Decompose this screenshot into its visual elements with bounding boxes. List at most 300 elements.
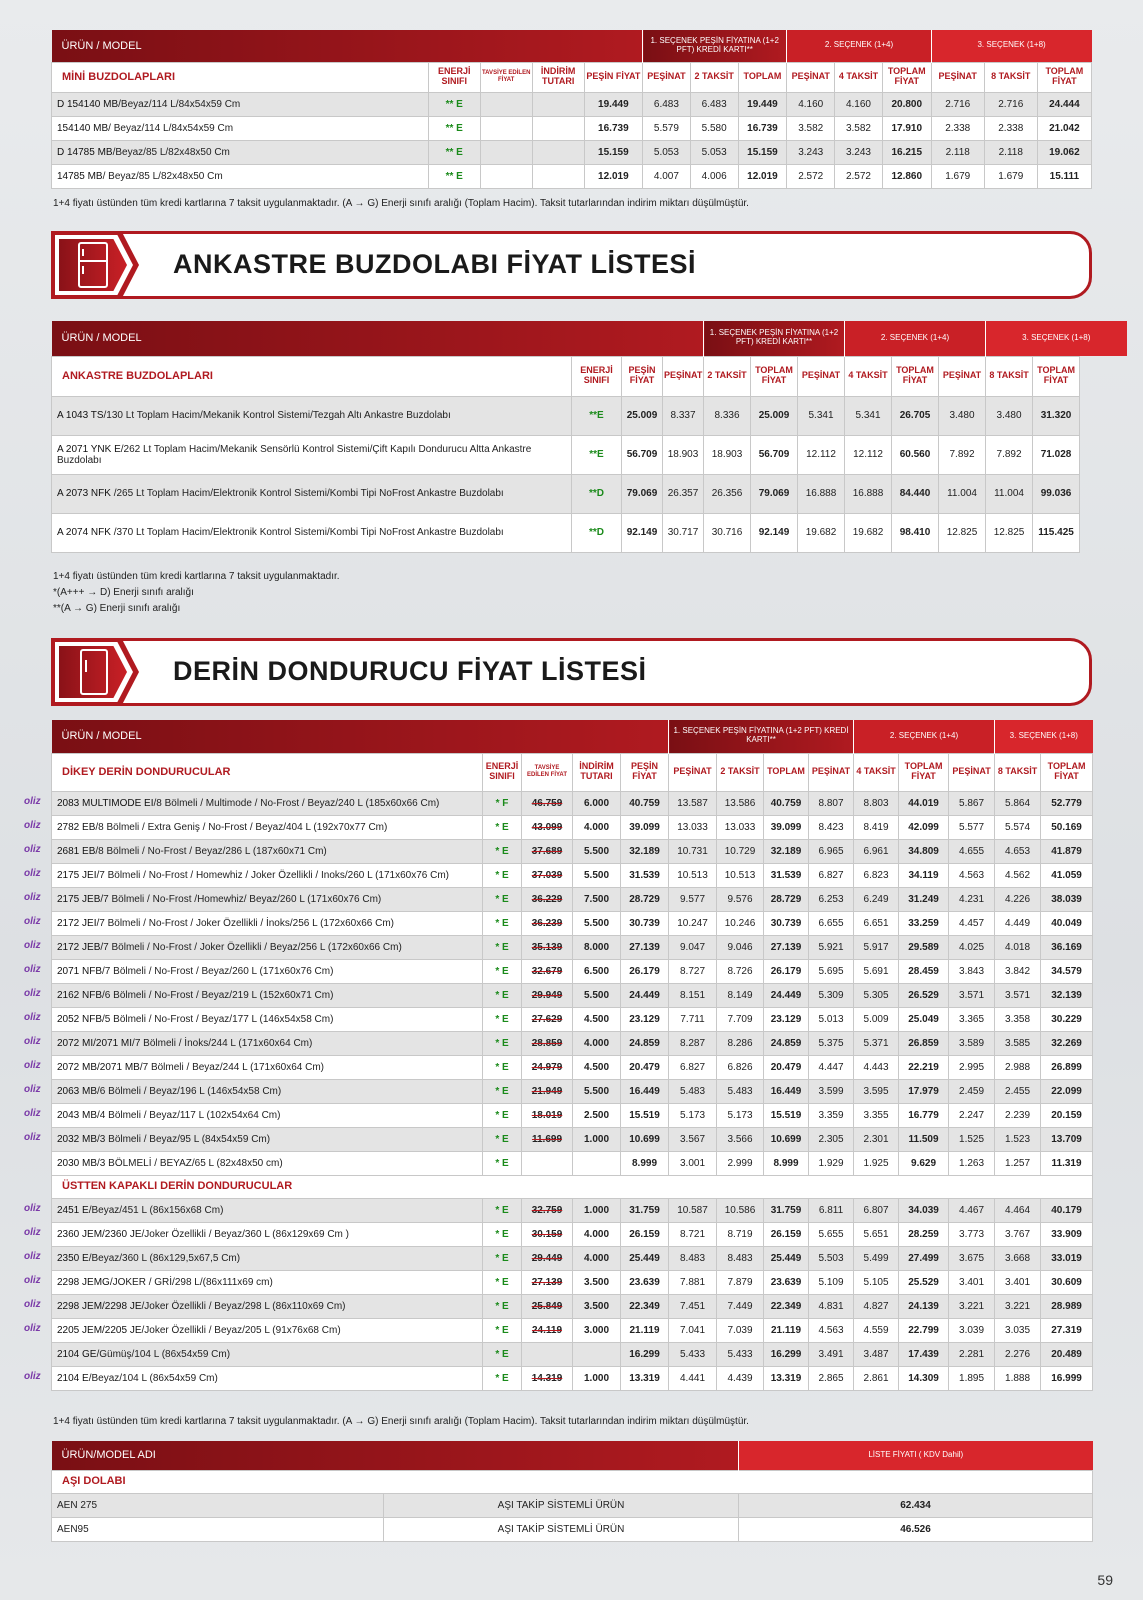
- option1-total: 25.009: [751, 396, 798, 435]
- pesinat-header: PEŞİNAT: [643, 62, 691, 92]
- option2-installment: 1.925: [854, 1151, 899, 1175]
- cash-price: 28.729: [621, 887, 669, 911]
- cash-price: 15.159: [584, 140, 642, 164]
- option1-downpayment: 7.711: [669, 1007, 717, 1031]
- oliz-logo: oliz: [24, 1084, 41, 1095]
- option1-total: 23.639: [764, 1270, 809, 1294]
- model-desc: /Gümüş/104 L (86x54x59 Cm): [96, 1348, 231, 1360]
- mini-note: 1+4 fiyatı üstünden tüm kredi kartlarına 7 taksit uygulanmaktadır. (A → G) Enerji sınıfı aralığı (Toplam Hacim). Taksit tutarlarından indirim miktarı düşülmüştür.: [53, 198, 749, 209]
- option2-total: 20.800: [882, 92, 931, 116]
- taksit8-header: 8 TAKSİT: [995, 753, 1041, 791]
- derin-table-section: [51, 720, 1092, 1391]
- option1-downpayment: 13.033: [669, 815, 717, 839]
- cash-price: 22.349: [621, 1294, 669, 1318]
- oliz-logo: oliz: [24, 1323, 41, 1334]
- asi-price: 62.434: [739, 1493, 1093, 1517]
- option1-installment: 8.336: [704, 396, 751, 435]
- product-cell: [52, 863, 483, 887]
- option3-downpayment: 5.577: [949, 815, 995, 839]
- discount-amount: 1.000: [573, 1198, 621, 1222]
- option2-installment: 5.917: [854, 935, 899, 959]
- option3-installment: 2.276: [995, 1342, 1041, 1366]
- discount-amount: 8.000: [573, 935, 621, 959]
- option1-installment: 5.580: [690, 116, 738, 140]
- option3-downpayment: 4.467: [949, 1198, 995, 1222]
- option3-installment: 3.401: [995, 1270, 1041, 1294]
- option3-total: 28.989: [1041, 1294, 1093, 1318]
- cash-price: 31.539: [621, 863, 669, 887]
- option2-total: 98.410: [892, 513, 939, 552]
- option2-installment: 5.691: [854, 959, 899, 983]
- option1-header: 1. SEÇENEK PEŞİN FİYATINA (1+2 PFT) KREDİ KARTI**: [669, 720, 854, 753]
- option1-installment: 2.999: [717, 1151, 764, 1175]
- derin-title-band: [51, 638, 1092, 706]
- option1-total: 10.699: [764, 1127, 809, 1151]
- model-desc: /8 Bölmeli / Multimode / No-Frost / Beyaz/240 L (185x60x66 Cm): [153, 797, 440, 809]
- oliz-logo: oliz: [24, 988, 41, 999]
- option2-installment: 8.419: [854, 815, 899, 839]
- product-cell: [52, 791, 483, 815]
- option2-total: 22.219: [899, 1055, 949, 1079]
- option1-installment: 10.513: [717, 863, 764, 887]
- option1-downpayment: 8.337: [663, 396, 704, 435]
- option1-total: 32.189: [764, 839, 809, 863]
- asi-table-section: [51, 1441, 1092, 1542]
- model-desc: /130 Lt Toplam Hacim/Mekanik Kontrol Sistemi/Tezgah Altı Ankastre Buzdolabı: [103, 410, 451, 421]
- energy-class: * E: [483, 1198, 522, 1222]
- discount-amount: 4.000: [573, 1031, 621, 1055]
- taksit4-header: 4 TAKSİT: [845, 356, 892, 396]
- option3-downpayment: 11.004: [939, 474, 986, 513]
- option3-installment: 4.449: [995, 911, 1041, 935]
- option1-downpayment: 8.483: [669, 1246, 717, 1270]
- model-code: A 2071 YNK E: [57, 443, 121, 455]
- model-code: A 2074 NFK: [57, 527, 111, 538]
- option1-installment: 13.586: [717, 791, 764, 815]
- option1-installment: 8.149: [717, 983, 764, 1007]
- option3-installment: 4.562: [995, 863, 1041, 887]
- option1-downpayment: 10.731: [669, 839, 717, 863]
- mini-table-section: [51, 30, 1092, 189]
- option3-total: 41.879: [1041, 839, 1093, 863]
- option1-total: 56.709: [751, 435, 798, 474]
- model-desc: /262 Lt Toplam Hacim/Mekanik Sensörlü Kontrol Sistemi/Çift Kapılı Dondurucu Altta Ankastre Buzdolabı: [57, 443, 532, 466]
- pesinat-header: PEŞİNAT: [809, 753, 854, 791]
- option2-downpayment: 5.341: [798, 396, 845, 435]
- option3-installment: 4.653: [995, 839, 1041, 863]
- option2-installment: 5.499: [854, 1246, 899, 1270]
- asi-model: AEN95: [52, 1517, 384, 1541]
- model-code: 2043 MB: [57, 1109, 98, 1121]
- option1-downpayment: 10.587: [669, 1198, 717, 1222]
- table-row: [52, 1055, 1093, 1079]
- model-code: 2350 E: [57, 1252, 89, 1264]
- model-desc: /8 Bölmeli / No-Frost / Beyaz/286 L (187x60x71 Cm): [95, 845, 327, 857]
- ankastre-price-table: [51, 321, 1127, 553]
- option3-installment: 3.842: [995, 959, 1041, 983]
- option1-installment: 5.173: [717, 1103, 764, 1127]
- option1-downpayment: 5.433: [669, 1342, 717, 1366]
- table-row: [52, 1246, 1093, 1270]
- option3-total: 31.320: [1033, 396, 1080, 435]
- option1-downpayment: 3.567: [669, 1127, 717, 1151]
- model-code: A 1043 TS: [57, 410, 104, 421]
- taksit8-header: 8 TAKSİT: [984, 62, 1037, 92]
- option3-total: 22.099: [1041, 1079, 1093, 1103]
- cash-price: 8.999: [621, 1151, 669, 1175]
- model-desc: /Beyaz/114 L/84x54x59 Cm: [118, 98, 241, 110]
- recommended-price: 32.759: [522, 1198, 573, 1222]
- option1-downpayment: 5.579: [643, 116, 691, 140]
- option2-installment: 5.105: [854, 1270, 899, 1294]
- option2-total: 84.440: [892, 474, 939, 513]
- asi-price-table: [51, 1441, 1093, 1542]
- model-desc: /7 Bölmeli / İnoks/244 L (171x60x64 Cm): [132, 1037, 313, 1049]
- option2-downpayment: 5.503: [809, 1246, 854, 1270]
- model-desc: /4 Bölmeli / Beyaz/117 L (102x54x64 Cm): [97, 1109, 281, 1121]
- model-code: 2072 MI/2071 MI: [57, 1037, 133, 1049]
- product-cell: [52, 92, 429, 116]
- option3-installment: 2.118: [984, 140, 1037, 164]
- recommended-price: 28.859: [522, 1031, 573, 1055]
- energy-class: * E: [483, 1007, 522, 1031]
- discount-amount: 4.000: [573, 1246, 621, 1270]
- option2-downpayment: 6.965: [809, 839, 854, 863]
- table-row: [52, 863, 1093, 887]
- option1-total: 16.739: [738, 116, 787, 140]
- option2-total: 9.629: [899, 1151, 949, 1175]
- indirim-header: İNDİRİM TUTARI: [573, 753, 621, 791]
- model-desc: /5 Bölmeli / No-Frost / Beyaz/177 L (146x54x58 Cm): [102, 1013, 334, 1025]
- cash-price: 10.699: [621, 1127, 669, 1151]
- option3-total: 15.111: [1037, 164, 1091, 188]
- option1-downpayment: 9.047: [669, 935, 717, 959]
- model-code: 2104 E: [57, 1372, 89, 1384]
- product-cell: [52, 140, 429, 164]
- option2-downpayment: 12.112: [798, 435, 845, 474]
- discount-amount: 3.000: [573, 1318, 621, 1342]
- model-code: 2063 MB: [57, 1085, 98, 1097]
- option1-total: 25.449: [764, 1246, 809, 1270]
- energy-class: * E: [483, 1318, 522, 1342]
- model-desc: /Joker Özellikli / Beyaz/205 L (91x76x68 Cm): [141, 1324, 341, 1336]
- option2-total: 28.459: [899, 959, 949, 983]
- oliz-logo: oliz: [24, 1227, 41, 1238]
- option2-downpayment: 6.655: [809, 911, 854, 935]
- option2-total: 42.099: [899, 815, 949, 839]
- model-code: 2298 JEMG: [57, 1276, 110, 1288]
- table-row: [52, 164, 1092, 188]
- mini-table-body: [52, 92, 1092, 188]
- ankastre-title: ANKASTRE BUZDOLABI FİYAT LİSTESİ: [173, 249, 697, 279]
- cash-price: 25.009: [622, 396, 663, 435]
- option1-downpayment: 5.053: [643, 140, 691, 164]
- option1-total: 40.759: [764, 791, 809, 815]
- option3-downpayment: 1.679: [931, 164, 984, 188]
- option3-installment: 11.004: [986, 474, 1033, 513]
- model-desc: /7 Bölmeli / No-Frost / Beyaz/260 L (171x60x76 Cm): [102, 965, 334, 977]
- oliz-logo: oliz: [24, 916, 41, 927]
- indirim-header: İNDİRİM TUTARI: [532, 62, 584, 92]
- asi-desc: AŞI TAKİP SİSTEMLİ ÜRÜN: [384, 1517, 739, 1541]
- recommended-price: 29.949: [522, 983, 573, 1007]
- option3-total: 41.059: [1041, 863, 1093, 887]
- model-desc: /6 Bölmeli / Beyaz/196 L (146x54x58 Cm): [97, 1085, 282, 1097]
- oliz-logo: oliz: [24, 1299, 41, 1310]
- discount-amount: 5.500: [573, 839, 621, 863]
- option1-installment: 6.483: [690, 92, 738, 116]
- option2-downpayment: 5.109: [809, 1270, 854, 1294]
- toplam-fiyat-header: TOPLAM FİYAT: [899, 753, 949, 791]
- model-desc: / Beyaz/114 L/84x54x59 Cm: [108, 122, 234, 134]
- toplam-fiyat-header: TOPLAM FİYAT: [882, 62, 931, 92]
- oliz-logo: oliz: [24, 1203, 41, 1214]
- option2-installment: 5.371: [854, 1031, 899, 1055]
- option1-downpayment: 4.007: [643, 164, 691, 188]
- option2-installment: 3.355: [854, 1103, 899, 1127]
- recommended-price: 37.689: [522, 839, 573, 863]
- energy-class: **E: [572, 435, 622, 474]
- discount-amount: 5.500: [573, 1079, 621, 1103]
- derin-title: DERİN DONDURUCU FİYAT LİSTESİ: [173, 656, 647, 686]
- table-row: [52, 396, 1127, 435]
- energy-class: **D: [572, 474, 622, 513]
- energy-class: * E: [483, 935, 522, 959]
- table-row: [52, 140, 1092, 164]
- oliz-logo: oliz: [24, 1108, 41, 1119]
- product-cell: [52, 1318, 483, 1342]
- taksit2-header: 2 TAKSİT: [717, 753, 764, 791]
- option3-downpayment: 2.118: [931, 140, 984, 164]
- option2-total: 17.979: [899, 1079, 949, 1103]
- option3-downpayment: 3.365: [949, 1007, 995, 1031]
- option2-total: 17.439: [899, 1342, 949, 1366]
- product-cell: [52, 1270, 483, 1294]
- option3-installment: 5.864: [995, 791, 1041, 815]
- energy-class: * E: [483, 983, 522, 1007]
- option3-downpayment: 3.773: [949, 1222, 995, 1246]
- option1-total: 31.759: [764, 1198, 809, 1222]
- energy-class: ** E: [428, 140, 480, 164]
- model-code: 2298 JEM/2298 JE: [57, 1300, 142, 1312]
- oliz-logo: oliz: [24, 1036, 41, 1047]
- option3-downpayment: 12.825: [939, 513, 986, 552]
- table-row: [52, 1198, 1093, 1222]
- option3-total: 71.028: [1033, 435, 1080, 474]
- option2-downpayment: 5.921: [809, 935, 854, 959]
- option1-installment: 13.033: [717, 815, 764, 839]
- option1-installment: 5.483: [717, 1079, 764, 1103]
- table-row: [52, 435, 1127, 474]
- option2-installment: 3.582: [835, 116, 883, 140]
- recommended-price: 27.629: [522, 1007, 573, 1031]
- table-row: [52, 911, 1093, 935]
- product-cell: [52, 1103, 483, 1127]
- option3-installment: 4.464: [995, 1198, 1041, 1222]
- option3-total: 20.159: [1041, 1103, 1093, 1127]
- product-cell: [52, 396, 572, 435]
- product-cell: [52, 116, 429, 140]
- table-row: [52, 887, 1093, 911]
- discount-amount: 7.500: [573, 887, 621, 911]
- model-code: 2030 MB: [57, 1157, 98, 1169]
- option3-downpayment: 1.525: [949, 1127, 995, 1151]
- model-desc: /Beyaz/85 L/82x48x50 Cm: [112, 146, 230, 158]
- option1-downpayment: 7.041: [669, 1318, 717, 1342]
- product-cell: [52, 887, 483, 911]
- option3-downpayment: 7.892: [939, 435, 986, 474]
- toplam-fiyat-header: TOPLAM FİYAT: [892, 356, 939, 396]
- model-desc: /7 Bölmeli / No-Frost /Homewhiz/ Beyaz/260 L (171x60x76 Cm): [100, 893, 382, 905]
- option3-downpayment: 2.281: [949, 1342, 995, 1366]
- option2-downpayment: 5.655: [809, 1222, 854, 1246]
- option2-total: 25.049: [899, 1007, 949, 1031]
- cash-price: 23.639: [621, 1270, 669, 1294]
- pesinat-header: PEŞİNAT: [787, 62, 835, 92]
- energy-class: * E: [483, 1079, 522, 1103]
- model-code: 154140 MB: [57, 122, 109, 134]
- product-cell: [52, 1246, 483, 1270]
- option2-downpayment: 4.160: [787, 92, 835, 116]
- option2-total: 44.019: [899, 791, 949, 815]
- option1-downpayment: 8.287: [669, 1031, 717, 1055]
- option3-downpayment: 4.563: [949, 863, 995, 887]
- product-cell: [52, 1198, 483, 1222]
- recommended-price: [480, 92, 532, 116]
- option2-installment: 5.305: [854, 983, 899, 1007]
- product-cell: [52, 474, 572, 513]
- option3-total: 38.039: [1041, 887, 1093, 911]
- asi-model: AEN 275: [52, 1493, 384, 1517]
- cash-price: 27.139: [621, 935, 669, 959]
- option2-downpayment: 8.807: [809, 791, 854, 815]
- option3-installment: 1.257: [995, 1151, 1041, 1175]
- option1-downpayment: 6.827: [669, 1055, 717, 1079]
- cash-price: 40.759: [621, 791, 669, 815]
- taksit2-header: 2 TAKSİT: [704, 356, 751, 396]
- option3-installment: 3.585: [995, 1031, 1041, 1055]
- option3-downpayment: 4.025: [949, 935, 995, 959]
- asi-price-header: LİSTE FİYATI ( KDV Dahil): [739, 1441, 1093, 1470]
- option1-installment: 10.729: [717, 839, 764, 863]
- option2-downpayment: 5.309: [809, 983, 854, 1007]
- option1-downpayment: 6.483: [643, 92, 691, 116]
- discount-amount: 6.500: [573, 959, 621, 983]
- ankastre-note-1: 1+4 fiyatı üstünden tüm kredi kartlarına 7 taksit uygulanmaktadır.: [53, 571, 340, 582]
- option3-installment: 4.226: [995, 887, 1041, 911]
- tavsiye-header: TAVSİYE EDİLEN FİYAT: [480, 62, 532, 92]
- discount-amount: [532, 116, 584, 140]
- pesin-fiyat-header: PEŞİN FİYAT: [621, 753, 669, 791]
- option2-total: 34.039: [899, 1198, 949, 1222]
- model-code: 2071 NFB: [57, 965, 103, 977]
- asi-model-header: ÜRÜN/MODEL ADI: [52, 1441, 739, 1470]
- option3-total: 11.319: [1041, 1151, 1093, 1175]
- energy-class: * E: [483, 1031, 522, 1055]
- cash-price: 16.739: [584, 116, 642, 140]
- option1-total: 31.539: [764, 863, 809, 887]
- model-desc: /Beyaz/360 L (86x129,5x67,5 Cm): [88, 1252, 241, 1264]
- discount-amount: [532, 92, 584, 116]
- option2-header: 2. SEÇENEK (1+4): [787, 30, 931, 62]
- mini-price-table: [51, 30, 1092, 189]
- option2-total: 29.589: [899, 935, 949, 959]
- option3-installment: 12.825: [986, 513, 1033, 552]
- option3-downpayment: 2.247: [949, 1103, 995, 1127]
- product-cell: [52, 164, 429, 188]
- ankastre-table-section: [51, 321, 1092, 553]
- cash-price: 26.159: [621, 1222, 669, 1246]
- recommended-price: 43.099: [522, 815, 573, 839]
- model-code: D 154140 MB: [57, 98, 119, 110]
- option1-total: 16.449: [764, 1079, 809, 1103]
- option2-installment: 2.572: [835, 164, 883, 188]
- model-desc: /6 Bölmeli / No-Frost / Beyaz/219 L (152x60x71 Cm): [102, 989, 334, 1001]
- cash-price: 15.519: [621, 1103, 669, 1127]
- option3-total: 16.999: [1041, 1366, 1093, 1390]
- cash-price: 92.149: [622, 513, 663, 552]
- option3-total: 19.062: [1037, 140, 1091, 164]
- option1-installment: 4.439: [717, 1366, 764, 1390]
- cash-price: 25.449: [621, 1246, 669, 1270]
- recommended-price: 36.229: [522, 887, 573, 911]
- energy-class: * E: [483, 1342, 522, 1366]
- discount-amount: 2.500: [573, 1103, 621, 1127]
- toplam-fiyat-header: TOPLAM FİYAT: [1033, 356, 1080, 396]
- cash-price: 39.099: [621, 815, 669, 839]
- product-cell: [52, 1007, 483, 1031]
- recommended-price: 24.979: [522, 1055, 573, 1079]
- option3-downpayment: 3.675: [949, 1246, 995, 1270]
- recommended-price: [480, 116, 532, 140]
- option3-installment: 2.716: [984, 92, 1037, 116]
- product-cell: [52, 839, 483, 863]
- derin-table-body-2: [52, 1198, 1093, 1390]
- option1-total: 28.729: [764, 887, 809, 911]
- recommended-price: 21.949: [522, 1079, 573, 1103]
- option2-total: 27.499: [899, 1246, 949, 1270]
- cash-price: 31.759: [621, 1198, 669, 1222]
- option2-installment: 4.160: [835, 92, 883, 116]
- option1-downpayment: 8.721: [669, 1222, 717, 1246]
- model-desc: /7 Bölmeli / No-Frost / Joker Özellikli / İnoks/256 L (172x60x66 Cm): [96, 917, 394, 929]
- model-desc: /JOKER / GRİ/298 L/(86x111x69 cm): [109, 1276, 273, 1288]
- option1-total: 16.299: [764, 1342, 809, 1366]
- model-desc: /Joker Özellikli / Beyaz/360 L (86x129x69 Cm ): [141, 1228, 349, 1240]
- model-code: 2052 NFB: [57, 1013, 103, 1025]
- option1-downpayment: 30.717: [663, 513, 704, 552]
- option1-installment: 8.719: [717, 1222, 764, 1246]
- model-desc: /3 Bölmeli / Beyaz/95 L (84x54x59 Cm): [97, 1133, 271, 1145]
- option1-downpayment: 7.881: [669, 1270, 717, 1294]
- col-model-header: ÜRÜN / MODEL: [52, 720, 669, 753]
- product-cell: [52, 1342, 483, 1366]
- col-model-header: ÜRÜN / MODEL: [52, 30, 643, 62]
- model-desc: /7 Bölmeli / No-Frost / Homewhiz / Joker Özellikli / Inoks/260 L (171x60x76 Cm): [96, 869, 450, 881]
- option3-installment: 2.239: [995, 1103, 1041, 1127]
- recommended-price: 32.679: [522, 959, 573, 983]
- option2-downpayment: 5.375: [809, 1031, 854, 1055]
- model-code: 2104 GE: [57, 1348, 97, 1360]
- option1-installment: 30.716: [704, 513, 751, 552]
- model-desc: /370 Lt Toplam Hacim/Elektronik Kontrol Sistemi/Kombi Tipi NoFrost Ankastre Buzdolabı: [110, 527, 504, 538]
- option2-total: 26.859: [899, 1031, 949, 1055]
- option3-installment: 3.035: [995, 1318, 1041, 1342]
- cash-price: 32.189: [621, 839, 669, 863]
- option2-downpayment: 3.359: [809, 1103, 854, 1127]
- category-title: MİNİ BUZDOLAPLARI: [52, 62, 429, 92]
- model-code: 2172 JEB: [57, 941, 101, 953]
